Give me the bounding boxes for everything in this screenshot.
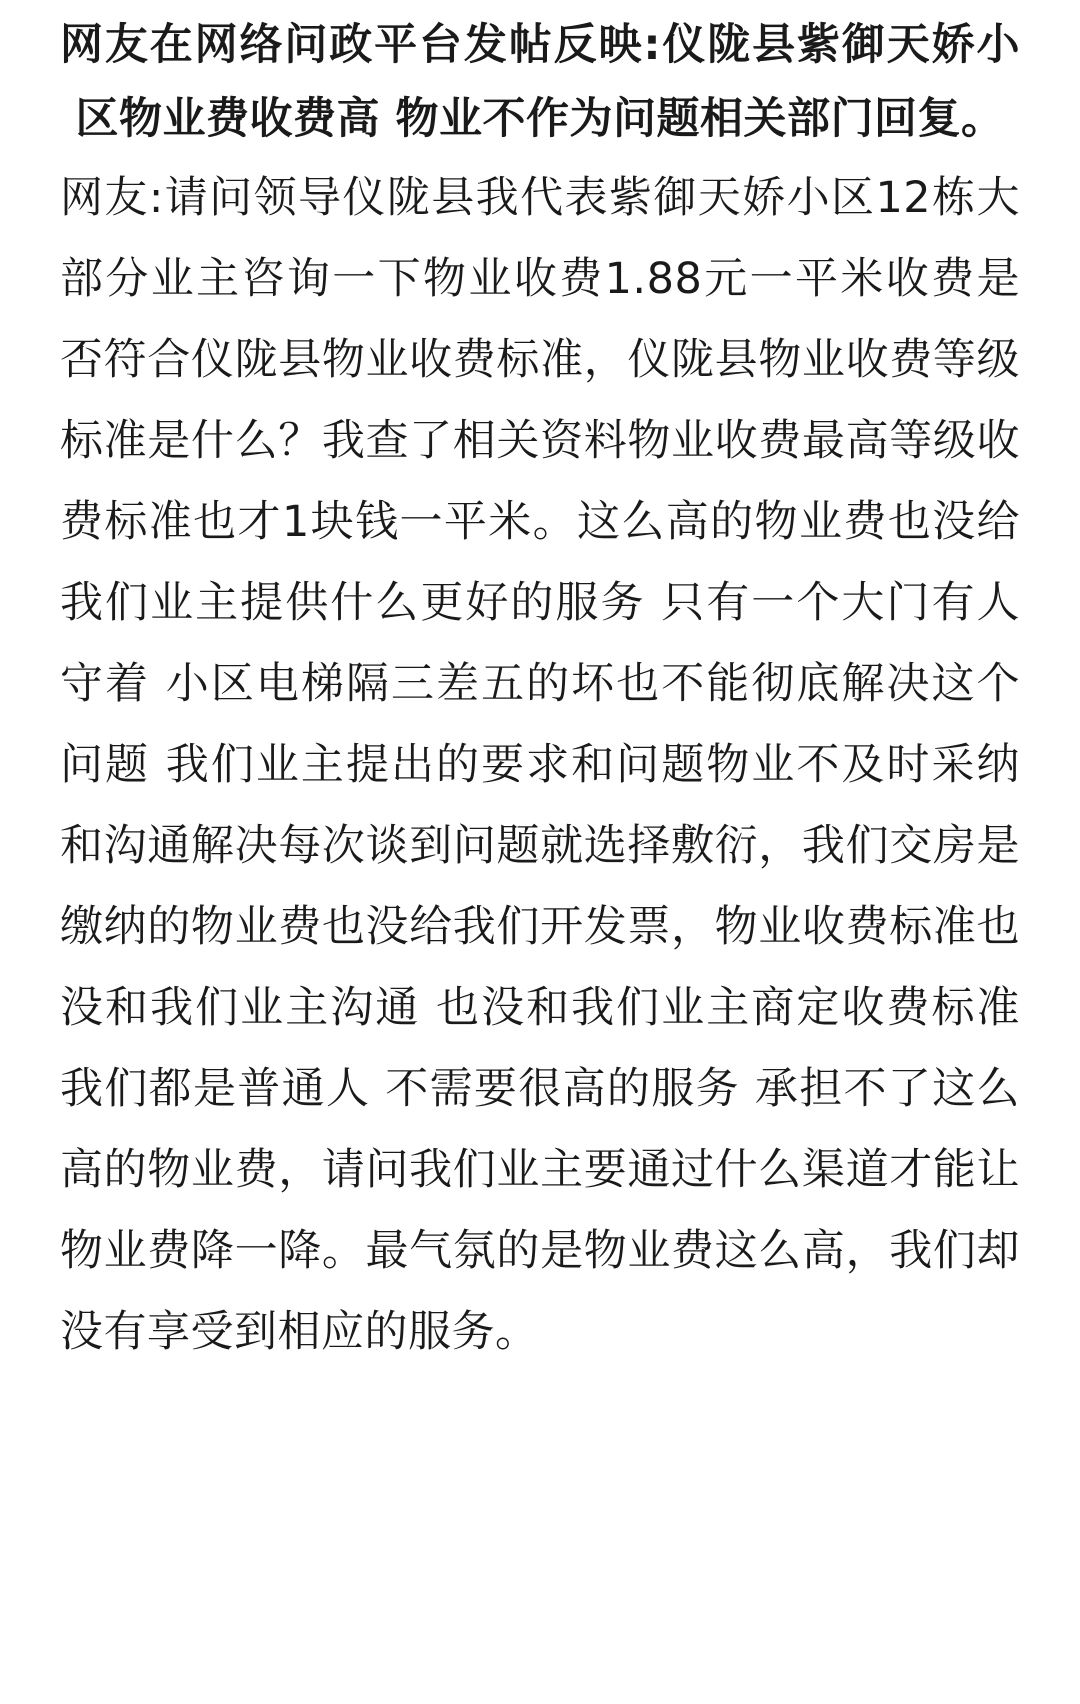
article-headline: 网友在网络问政平台发帖反映:仪陇县紫御天娇小区物业费收费高 物业不作为问题相关部门回复。 (60, 20, 1020, 144)
article-container (60, 8, 1020, 1698)
article-body: 网友:请问领导仪陇县我代表紫御天娇小区12栋大部分业主咨询一下物业收费1.88元一平米收费是否符合仪陇县物业收费标准，仪陇县物业收费等级标准是什么？我查了相关资料物业收费最高等级收费标准也才1块钱一平米。这么高的物业费也没给我们业主提供什么更好的服务 只有一个大门有人守着 小区电梯隔三差五的坏也不能彻底解决这个问题 我们业主提出的要求和问题物业不及时采纳和沟通解决每次谈到问题就选择敷衍，我们交房是缴纳的物业费也没给我们开发票，物业收费标准也没和我们业主沟通 也没和我们业主商定收费标准 我们都是普通人 不需要很高的服务 承担不了这么高的物业费，请问我们业主要通过什么渠道才能让物业费降一降。最气氛的是物业费这么高，我们却没有享受到相应的服务。 (60, 173, 1020, 1357)
